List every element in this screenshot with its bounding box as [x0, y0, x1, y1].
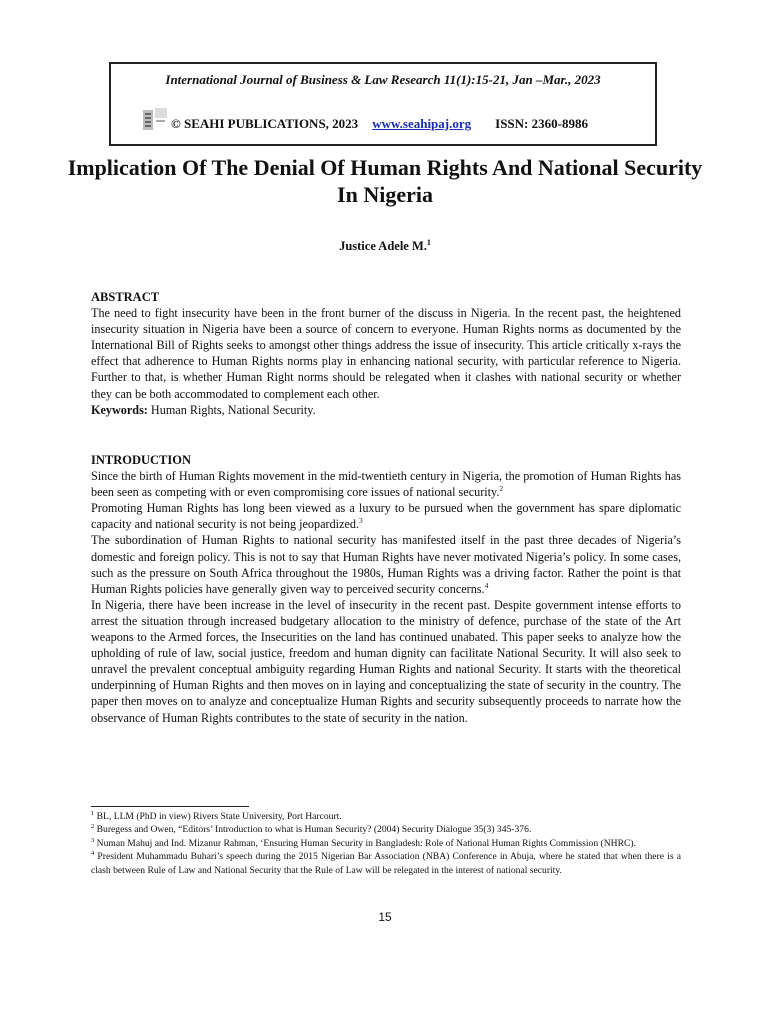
- footnote-1-num: 1: [91, 809, 95, 817]
- intro-paragraph-3: [91, 532, 681, 596]
- publisher-text: © SEAHI PUBLICATIONS, 2023: [171, 116, 359, 131]
- footnote-marker-4: 4: [484, 580, 489, 590]
- journal-citation: International Journal of Business & Law Research 11(1):15-21, Jan –Mar., 2023: [165, 72, 601, 87]
- issn-text: ISSN: 2360-8986: [495, 116, 588, 131]
- seahi-logo-icon: [141, 104, 169, 136]
- abstract-text: The need to fight insecurity have been in the front burner of the discuss in Nigeria. In the recent past, the heightened insecurity situation in Nigeria have been a source of concern to everyone. Human Rights norms as documented by the International Bill of Rights seeks to amongst other things address the issue of insecurity. This article critically x-rays the effect that adherence to Human Rights norms play in enhancing national security, with particular reference to Nigeria. Further to that, is whether Human Right norms should be relegated when it clashes with national security or whether they can be both accommodated to complement each other.: [91, 306, 681, 401]
- footnotes-section: [91, 810, 681, 877]
- author-line: [0, 238, 770, 254]
- article-title: Implication Of The Denial Of Human Rights And National Security In Nigeria: [67, 155, 703, 207]
- intro-paragraph-1: [91, 468, 681, 500]
- intro-paragraph-4: In Nigeria, there have been increase in the level of insecurity in the recent past. Despite government intense efforts to arrest the situation through increased budgetary allocation to the ministry of defence, purchase of the state of the Art weapons to the Armed forces, the Insecurities on the land has continued unabated. This paper seeks to analyze how the upholding of rule of law, social justice, freedom and human dignity can facilitate National Security. It will also seek to unravel the prevalent conceptual ambiguity regarding Human Rights and national Security. It starts with the theoretical underpinning of Human Rights and then moves on in laying and conceptualizing the state of security in the country. The paper then moves on to analyze and conceptualize Human Rights and security subsequently proceeds to narrate how the observance of Human Rights contributes to the state of security in the nation.: [91, 597, 681, 725]
- footnote-divider: [91, 806, 249, 807]
- journal-header-box: [109, 62, 657, 146]
- author-footnote-marker: 1: [426, 238, 431, 247]
- introduction-section: [91, 452, 681, 726]
- page-number: 15: [378, 910, 392, 924]
- footnote-2-num: 2: [91, 823, 95, 831]
- publication-line: [171, 116, 588, 132]
- intro-p3-text: The subordination of Human Rights to national security has manifested itself in the past three decades of Nigeria’s domestic and foreign policy. This is not to say that Human Rights have never motivated Nigeria’s policy. In some cases, such as the pressure on South Africa throughout the 1980s, Human Rights was a driving factor. Rather the point is that Human Rights policies have generally given way to perceived security concerns.: [91, 533, 681, 596]
- intro-p2-text: Promoting Human Rights has long been viewed as a luxury to be pursued when the government has spare diplomatic capacity and national security is not being jeopardized.: [91, 501, 681, 532]
- footnote-4-num: 4: [91, 850, 95, 858]
- intro-paragraph-2: [91, 500, 681, 532]
- introduction-heading: INTRODUCTION: [91, 453, 192, 467]
- footnote-1: [91, 810, 681, 823]
- keywords-label: Keywords:: [91, 402, 148, 417]
- footnote-3-text: Numan Mahuj and Ind. Mizanur Rahman, ‘Ensuring Human Security in Bangladesh: Role of National Human Rights Commission (NHRC).: [94, 837, 636, 849]
- keywords-line: [91, 402, 681, 418]
- footnote-marker-3: 3: [359, 516, 363, 526]
- keywords-text: Human Rights, National Security.: [150, 402, 316, 417]
- footnote-4: [91, 850, 681, 877]
- footnote-4-text: President Muhammadu Buhari’s speech during the 2015 Nigerian Bar Association (NBA) Conference in Abuja, where he stated that when there is a clash between Rule of Law and National Security that the Rule of Law will be relegated in the interest of national security.: [91, 851, 681, 876]
- footnote-marker-2: 2: [499, 484, 504, 494]
- abstract-section: [91, 289, 681, 418]
- footnote-1-text: BL, LLM (PhD in view) Rivers State University, Port Harcourt.: [94, 811, 342, 822]
- abstract-heading: ABSTRACT: [91, 290, 160, 304]
- footnote-2-text: Buregess and Owen, “Editors’ Introduction to what is Human Security? (2004) Security Dialogue 35(3) 345-376.: [94, 824, 532, 836]
- intro-p1-text: Since the birth of Human Rights movement in the mid-twentieth century in Nigeria, the promotion of Human Rights has been seen as competing with or even compromising core issues of national security.: [91, 469, 681, 500]
- website-link[interactable]: www.seahipaj.org: [372, 116, 472, 131]
- footnote-3-num: 3: [91, 836, 95, 844]
- author-name: Justice Adele M.: [339, 239, 427, 254]
- footnote-2: [91, 823, 681, 836]
- footnote-3: [91, 837, 681, 850]
